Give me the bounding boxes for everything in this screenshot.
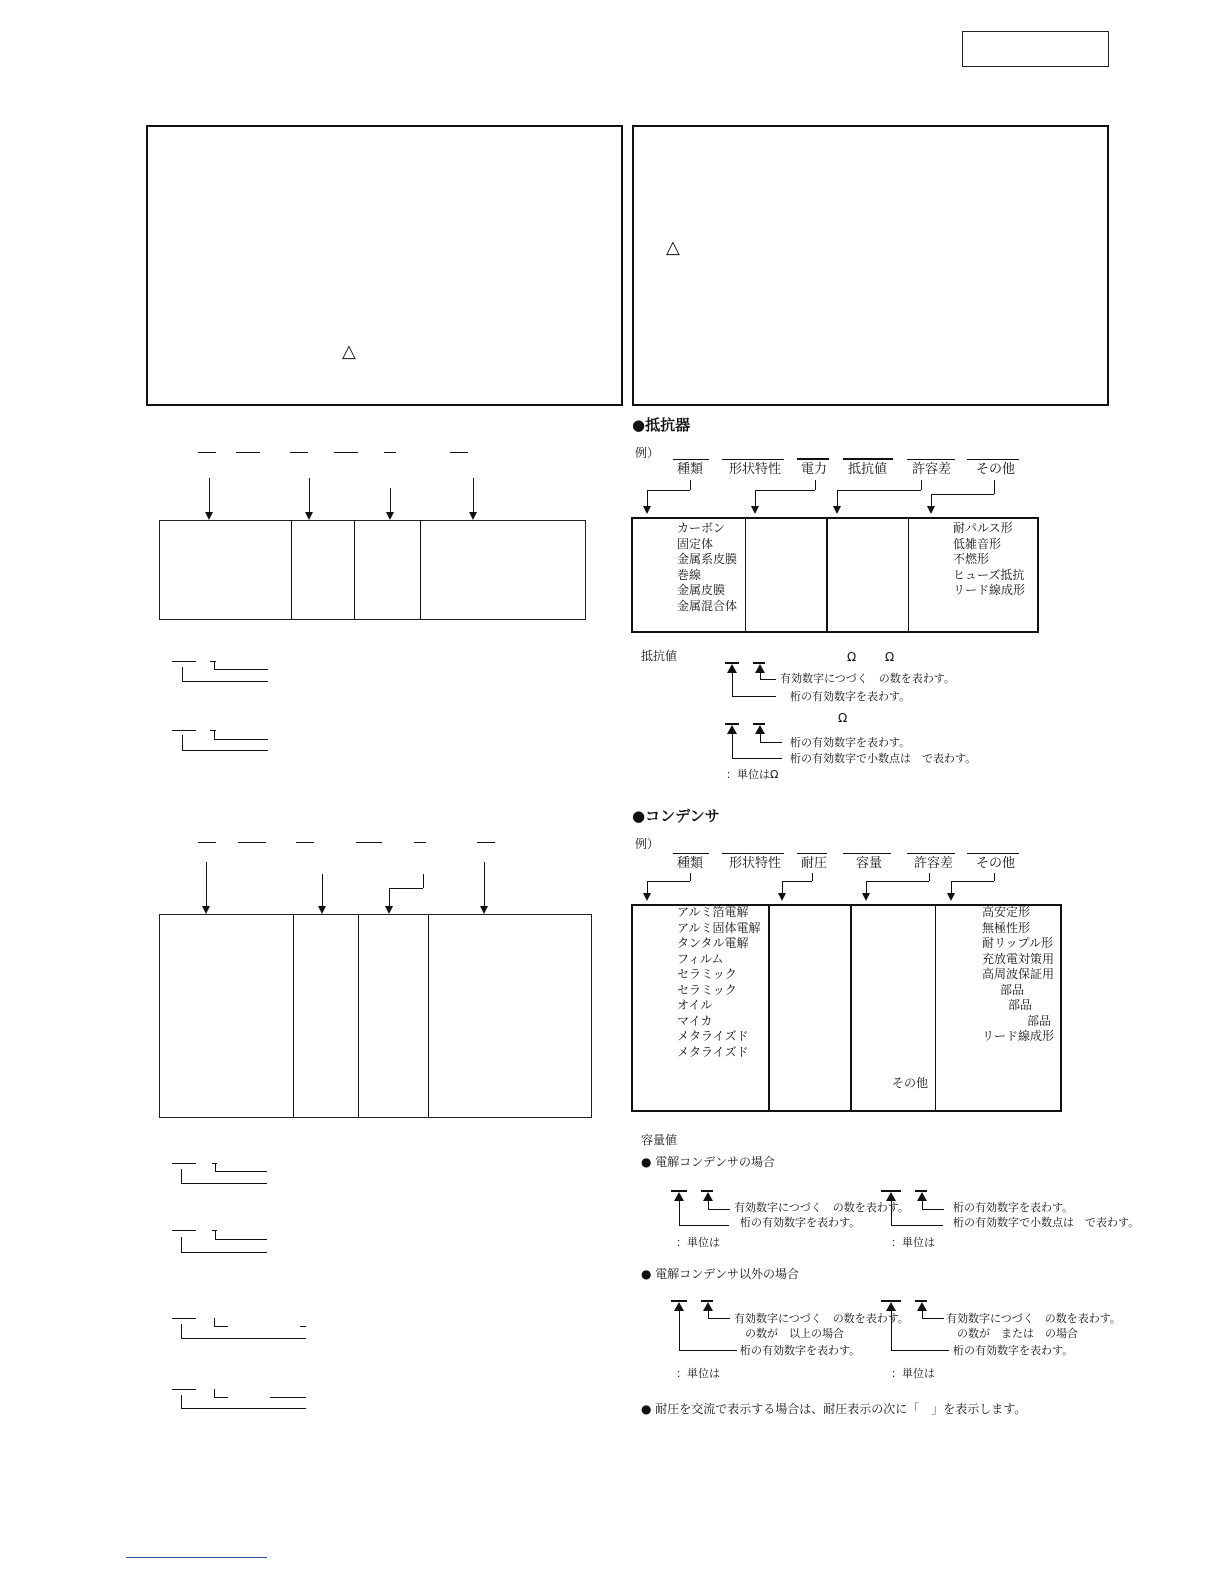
capacitor-type-item: セラミック	[677, 967, 737, 981]
capacity-value-label: 容量値	[641, 1133, 678, 1147]
resistor-header-resistance: 抵抗値	[848, 462, 888, 477]
non-electrolytic-unit-note: ：単位は	[676, 1367, 720, 1380]
capacitor-header-type: 種類	[677, 856, 704, 871]
capacitor-other-item: 高周波保証用	[982, 967, 1055, 981]
capacitor-type-item: アルミ固体電解	[677, 921, 761, 935]
non-electrolytic-note-multiplier-2: 有効数字につづく の数を表わす。	[946, 1312, 1121, 1325]
resistance-unit-note: ：単位はΩ	[726, 768, 779, 781]
non-electrolytic-unit-note-2: ：単位は	[891, 1367, 935, 1380]
capacitor-header-other: その他	[976, 856, 1016, 871]
resistor-header-other: その他	[976, 462, 1016, 477]
non-electrolytic-note-condition-2: の数が または の場合	[957, 1327, 1078, 1340]
caution-triangle-icon: △	[666, 237, 680, 258]
resistor-example-label: 例）	[635, 446, 660, 460]
electrolytic-heading: ● 電解コンデンサの場合	[641, 1155, 776, 1169]
resistor-header-tolerance: 許容差	[912, 462, 952, 477]
non-electrolytic-note-condition: の数が 以上の場合	[745, 1327, 844, 1340]
capacitor-header-capacity: 容量	[856, 856, 883, 871]
notice-box-left	[146, 125, 623, 406]
caution-triangle-icon: △	[342, 341, 356, 362]
resistor-type-item: 金属混合体	[677, 599, 738, 613]
capacitor-other-item: 無極性形	[982, 921, 1031, 935]
capacitor-other-item: 部品	[1008, 998, 1033, 1012]
ohm-symbol: Ω	[847, 650, 857, 664]
capacitor-example-label: 例）	[635, 837, 660, 851]
resistance-note-significant-2: 桁の有効数字を表わす。	[790, 736, 911, 749]
capacitor-type-item: フィルム	[677, 952, 724, 966]
ohm-symbol: Ω	[885, 650, 895, 664]
capacitor-other-item: リード線成形	[982, 1029, 1055, 1043]
resistance-note-multiplier: 有効数字につづく の数を表わす。	[780, 672, 955, 685]
capacitor-type-item: アルミ箔電解	[677, 905, 749, 919]
capacitor-header-voltage: 耐圧	[801, 856, 828, 871]
electrolytic-unit-note: ：単位は	[676, 1236, 720, 1249]
capacitor-header-tolerance: 許容差	[914, 856, 954, 871]
capacitor-title: ●コンデンサ	[632, 807, 720, 825]
capacitor-type-item: セラミック	[677, 983, 737, 997]
resistor-type-item: 固定体	[677, 537, 714, 551]
non-electrolytic-note-significant-2: 桁の有効数字を表わす。	[953, 1344, 1074, 1357]
resistance-note-decimal: 桁の有効数字で小数点は で表わす。	[790, 752, 977, 765]
resistor-type-item: 金属系皮膜	[677, 552, 738, 566]
capacitor-type-item: メタライズド	[677, 1029, 749, 1043]
capacitor-other-item: 部品	[1000, 983, 1025, 997]
capacitor-other-item: 耐リップル形	[982, 936, 1054, 950]
capacitor-other-item: 高安定形	[982, 905, 1031, 919]
capacitor-type-item: オイル	[677, 998, 713, 1012]
capacitor-type-item: タンタル電解	[677, 936, 749, 950]
resistor-other-item: リード線成形	[953, 583, 1026, 597]
notice-box-right	[632, 125, 1109, 406]
page-number-box	[962, 31, 1109, 67]
capacitor-type-item: メタライズド	[677, 1045, 749, 1059]
electrolytic-note-significant-2: 桁の有効数字を表わす。	[953, 1201, 1074, 1214]
footer-rule	[126, 1557, 267, 1558]
non-electrolytic-heading: ● 電解コンデンサ以外の場合	[641, 1267, 800, 1281]
resistance-note-significant: 桁の有効数字を表わす。	[790, 690, 911, 703]
capacitor-other-item: 充放電対策用	[982, 952, 1055, 966]
resistor-header-power: 電力	[801, 462, 828, 477]
resistor-other-item: 低雑音形	[953, 537, 1002, 551]
capacitor-header-shape: 形状特性	[729, 856, 782, 871]
ohm-symbol: Ω	[838, 711, 848, 725]
non-electrolytic-note-multiplier: 有効数字につづく の数を表わす。	[734, 1312, 909, 1325]
ac-voltage-note: ● 耐圧を交流で表示する場合は、耐圧表示の次に「 」を表示します。	[641, 1402, 1027, 1416]
resistor-other-item: 耐パルス形	[953, 521, 1013, 535]
resistor-type-item: 金属皮膜	[677, 583, 726, 597]
resistor-type-item: 巻線	[677, 568, 702, 582]
resistor-other-item: ヒューズ抵抗	[953, 568, 1025, 582]
electrolytic-note-multiplier: 有効数字につづく の数を表わす。	[734, 1201, 909, 1214]
capacitor-other-item: 部品	[1027, 1014, 1052, 1028]
capacity-other-label: その他	[892, 1076, 929, 1090]
electrolytic-unit-note-2: ：単位は	[891, 1236, 935, 1249]
resistor-title: ●抵抗器	[632, 416, 691, 434]
electrolytic-note-decimal: 桁の有効数字で小数点は で表わす。	[953, 1216, 1140, 1229]
electrolytic-note-significant: 桁の有効数字を表わす。	[740, 1216, 861, 1229]
resistor-type-item: カーボン	[677, 521, 726, 535]
capacitor-type-item: マイカ	[677, 1014, 713, 1028]
resistance-value-label: 抵抗値	[641, 649, 678, 663]
resistor-other-item: 不燃形	[953, 552, 990, 566]
resistor-header-type: 種類	[677, 462, 704, 477]
non-electrolytic-note-significant: 桁の有効数字を表わす。	[740, 1344, 861, 1357]
resistor-header-shape: 形状特性	[729, 462, 782, 477]
